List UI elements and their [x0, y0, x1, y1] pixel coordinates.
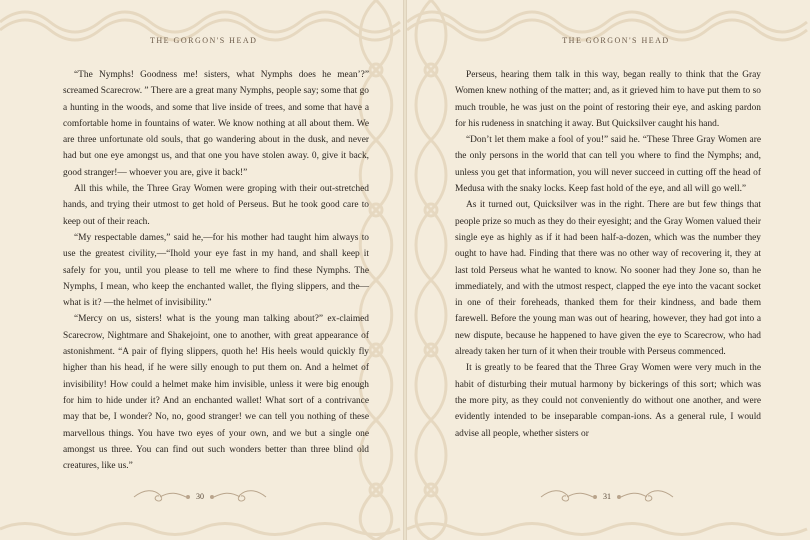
- paragraph: As it turned out, Quicksilver was in the right. There are but few things that people prize so much as they do their eyesight; and the Gray Women valued their single eye as highly as if it had been half-a-dozen, which was the number they ought to have had. Finding that there was no other way of recovering it, they at last told Perseus what he wanted to know. No sooner had they Jone so, than he immediately, and with the utmost respect, clapped the eye into the vacant socket in one of their foreheads, thanked them for their kindness, and bade them farewell. Before the young man was out of hearing, however, they had got into a new dispute, because he happened to have given the eye to Scarecrow, who had already taken her turn of it when their trouble with Perseus commenced.: [455, 200, 761, 358]
- left-page: [0, 0, 403, 540]
- running-head: [531, 36, 701, 52]
- page-number: 30: [196, 492, 204, 501]
- body-text: [455, 67, 761, 442]
- paragraph: “Don’t let them make a fool of you!” said he. “These Three Gray Women are the only persons in the world that can tell you where to find the Nymphs; and, unless you get that information, you will never succeed in cutting off the head of Medusa with the snaky locks. Keep fast hold of the eye, and all will go well.”: [455, 135, 761, 195]
- page-number-flourish: [537, 485, 677, 509]
- paragraph: “Mercy on us, sisters! what is the young man talking about?” ex-claimed Scarecrow, Nightmare and Shakejoint, one to another, with great appearance of astonishment. “A pair of flying slippers, quoth he! His heels would quickly fly higher than his head, if he were silly enough to put them on. And a helmet of invisibility! How could a helmet make him invisible, unless it were big enough for him to hide under it? And an enchanted wallet! What sort of a contrivance may that be, I wonder? No, no, good stranger! we can tell you nothing of these marvellous things. You have two eyes of your own, and we but a single one amongst us three. You can find out such wonders better than three blind old creatures, like us.”: [63, 314, 369, 472]
- paragraph: Perseus, hearing them talk in this way, began really to think that the Gray Women knew nothing of the matter; and, as it grieved him to have put them to so much trouble, he was just on the point of restoring their eye, and asking pardon for his rudeness in snatching it away. But Quicksilver caught his hand.: [455, 70, 761, 129]
- paragraph: It is greatly to be feared that the Three Gray Women were very much in the habit of disturbing their mutual harmony by bickerings of this sort; which was the more pity, as they could not conveniently do without one another, and were evidently intended to be inseparable compan-ions. As a general rule, I would advise all people, whether sisters or: [455, 363, 761, 439]
- body-text: [63, 67, 369, 474]
- paragraph: All this while, the Three Gray Women were groping with their out-stretched hands, and trying their utmost to get hold of Perseus. But he took good care to keep out of their reach.: [63, 184, 369, 227]
- paragraph: “My respectable dames,” said he,—for his mother had taught him always to use the greatest civility,—“Ihold your eye fast in my hand, and shall keep it safely for you, until you please to tell me where to find these Nymphs. The Nymphs, I mean, who keep the enchanted wallet, the flying slippers, and the—what is it? —the helmet of invisibility.”: [63, 232, 369, 309]
- page-number: 31: [603, 492, 611, 501]
- right-page: [407, 0, 810, 540]
- running-head-text: THE GORGON'S HEAD: [562, 36, 670, 45]
- running-head: [150, 36, 258, 52]
- side-ornament-band: [407, 0, 455, 540]
- bottom-ornament-band: [407, 518, 810, 540]
- page-number-flourish: [130, 485, 270, 509]
- bottom-ornament-band: [0, 518, 403, 540]
- running-head-text: THE GORGON'S HEAD: [150, 36, 258, 45]
- paragraph: “The Nymphs! Goodness me! sisters, what Nymphs does he mean’?” screamed Scarecrow. ” There are a great many Nymphs, people say; some that go a hunting in the woods, and some that live inside of trees, and some that have a comfortable home in fountains of water. We know nothing at all about them. We are three unfortunate old souls, that go wandering about in the dusk, and never had but one eye amongst us, and that one you have stolen away. 0, give it back, good stranger!— whoever you are, give it back!”: [63, 70, 369, 178]
